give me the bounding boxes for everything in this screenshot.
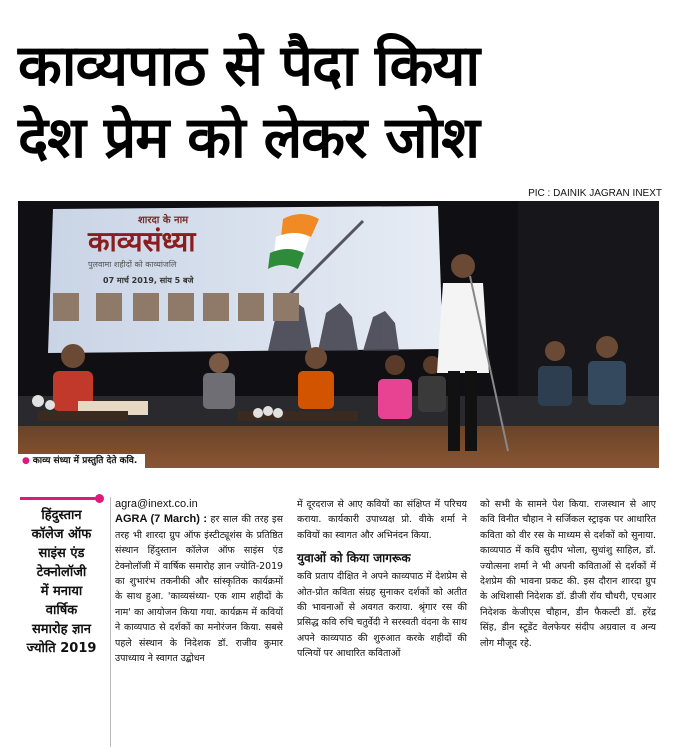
article-column-1 [115,497,283,666]
stage-scene-illustration [18,201,659,468]
reporter-email: agra@inext.co.in [115,498,198,510]
sidebar-title-line: हिंदुस्तान [41,508,82,523]
article-body-col2a: में दूरदराज से आए कवियों का संक्षिप्त में परिचय कराया. कार्यकारी उपाध्यक्ष प्रो. वीके शर्मा ने कवियों का स्वागत और अभिनंदन किया. [297,499,467,541]
bullet-dot-icon: ● [22,456,30,466]
headline [18,30,658,174]
article-column-3 [480,497,656,651]
article-body-col3: को सभी के सामने पेश किया. राजस्थान से आए कवि विनीत चौहान ने सर्जिकल स्ट्राइक पर आधारित कविता को वीर रस के माध्यम से दर्शकों को सुनाया. काव्यपाठ में कवि सुदीप भोला, सुधांशु साहिल, डॉ. ज्योत्सना शर्मा ने भी अपनी कविताओं से दर्शकों में देशप्रेम की भावना प्रकट की. इस दौरान शारदा ग्रुप के अधिशासी निदेशक डॉ. डीजी रॉय चौधरी, एचआर निदेशक केजीएस चौहान, डीन फैकल्टी डॉ. हरेंद्र सिंह, डीन स्टूडेंट वेलफेयर संदीप अग्रवाल व अन्य लोग मौजूद रहे. [480,499,656,649]
column-divider [110,497,111,747]
photo-caption [18,454,145,469]
article-body-col2b: कवि प्रताप दीक्षित ने अपने काव्यपाठ में देशप्रेम से ओत-प्रोत कविता संग्रह सुनाकर दर्शकों को अतीत की भावनाओं से अवगत कराया. श्रृंगार रस की प्रसिद्ध कवि रुचि चतुर्वेदी ने सरस्वती वंदना के साथ अपने काव्यपाठ की शुरुआत करके शहीदों की पत्नियों पर आधारित कविताओं [297,571,467,660]
headline-line-1: काव्यपाठ से पैदा किया [18,33,480,99]
article-body-col1: हर साल की तरह इस तरह भी शारदा ग्रुप ऑफ इंस्टीट्यूशंस के प्रतिष्ठित संस्थान हिंदुस्तान कॉलेज ऑफ साइंस एंड टेक्नोलॉजी में वार्षिक समारोह ज्ञान ज्योति-2019 का शुभारंभ तकनीकी और सांस्कृतिक कार्यक्रमों के साथ हुआ. 'काव्यसंध्या- एक शाम शहीदों के नाम' का आयोजन किया गया. कार्यक्रम में कवियों ने काव्यपाठ से दर्शकों का मनोरंजन किया. सबसे पहले संस्थान के निदेशक डॉ. राजीव कुमार उपाध्याय ने स्वागत उद्बोधन [115,514,283,665]
sidebar-title-line: साइंस एंड [38,546,85,561]
sidebar-title-line: ज्योति 2019 [26,641,97,656]
banner-top-text: शारदा के नाम [138,215,189,226]
photo-credit: PIC : DAINIK JAGRAN INEXT [528,188,662,199]
sidebar-title-line: कॉलेज ऑफ [31,527,92,542]
event-photo [18,201,659,468]
sidebar-box [18,497,105,658]
sidebar-title-line: टेक्नोलॉजी [36,565,87,580]
sidebar-accent-bar [20,497,103,500]
dateline: AGRA (7 March) : [115,513,208,526]
photo-caption-text: काव्य संध्या में प्रस्तुति देते कवि. [32,456,138,466]
headline-line-2: देश प्रेम को लेकर जोश [18,105,480,171]
banner-subtitle-text: पुलवामा शहीदों को काव्यांजलि [88,260,177,269]
article-column-2 [297,497,467,662]
banner-title-text: काव्यसंध्या [88,225,196,258]
sidebar-title [18,506,105,658]
sidebar-title-line: वार्षिक [45,603,78,618]
banner-date-text: 07 मार्च 2019, सांय 5 बजे [103,276,194,285]
sidebar-title-line: में मनाया [40,584,83,599]
sidebar-title-line: समारोह ज्ञान [32,622,91,637]
article-subhead: युवाओं को किया जागरूक [297,551,411,566]
